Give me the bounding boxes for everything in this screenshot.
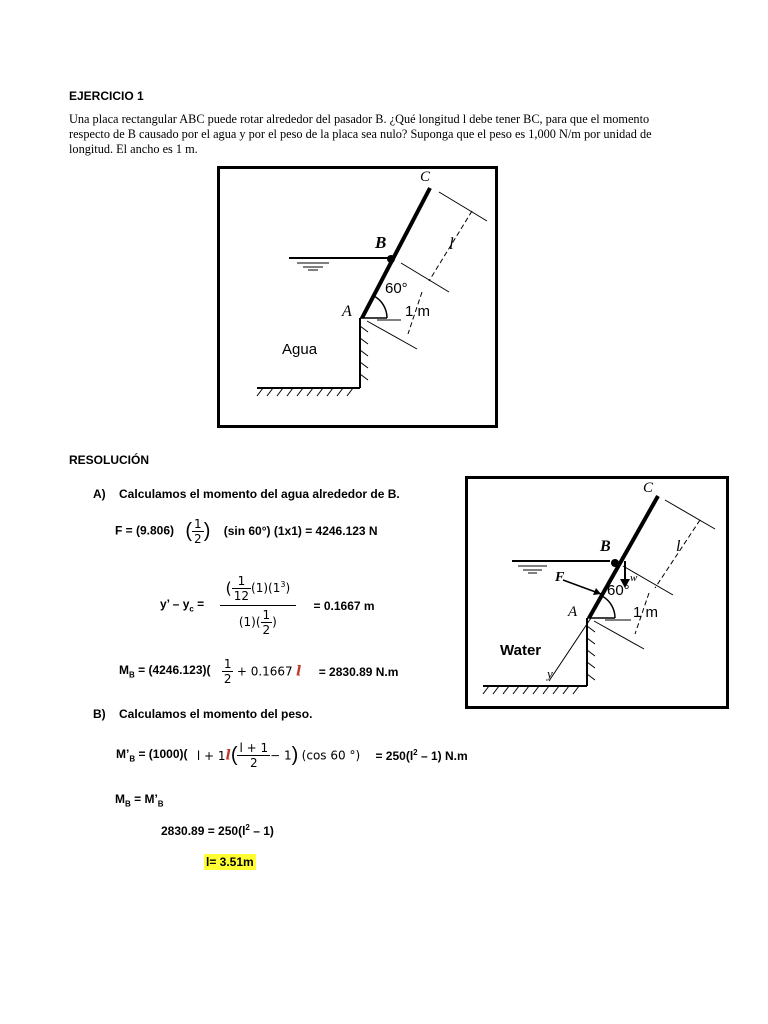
moment-weight-result-b: – 1) N.m: [417, 749, 468, 763]
moment-weight-result-exp: 2: [413, 748, 418, 757]
centroid-num-exp: 3: [280, 580, 286, 589]
fig2-angle-label: 60°: [607, 582, 630, 599]
fig2-label-b: B: [600, 538, 611, 555]
equality-a: M: [115, 792, 125, 806]
force-equation: F = (9.806) ( $\frac{1}{2}$ ) (sin 60°) (1x1) = 4246.123 N: [115, 517, 378, 546]
centroid-num-close: ): [285, 581, 291, 595]
label-b: B: [375, 233, 387, 252]
fig2-label-l: l: [676, 538, 681, 555]
step-b-text: Calculamos el momento del peso.: [119, 707, 313, 721]
fig2-label-w: w: [630, 572, 638, 584]
label-a: A: [342, 303, 352, 320]
moment-weight-minus: − 1: [270, 748, 292, 763]
equality-mid: = M’: [130, 792, 158, 806]
moment-water-lhs-rest: = (4246.123)(: [134, 663, 211, 678]
moment-water-equation: [119, 657, 398, 686]
centroid-num-a: 1: [232, 574, 251, 589]
resolution-heading: RESOLUCIÓN: [69, 453, 150, 467]
centroid-num-b: 12: [233, 589, 250, 603]
moment-equality: [115, 792, 164, 808]
fluid-label: Agua: [282, 341, 318, 358]
moment-water-var: l: [296, 663, 302, 680]
moment-water-half-den: 2: [223, 672, 232, 686]
problem-line-1: Una placa rectangular ABC puede rotar alrededor del pasador B. ¿Qué longitud l debe tener BC, para que el momento: [69, 112, 650, 126]
moment-water-lhs-sub: B: [129, 670, 135, 680]
moment-water-lhs: M: [119, 663, 129, 678]
equality-a-sub: B: [125, 799, 131, 809]
moment-water-plus: + 0.1667: [236, 664, 293, 679]
figure-force-diagram: [465, 476, 729, 709]
equality-b-sub: B: [157, 799, 164, 809]
moment-water-result: = 2830.89 N.m: [318, 664, 399, 679]
moment-weight-cos: (cos 60 °): [301, 748, 361, 763]
fig2-dimension-label: 1 m: [633, 604, 659, 621]
equation-a: 2830.89 = 250(l: [161, 824, 246, 838]
moment-weight-var: l: [225, 747, 231, 764]
centroid-result: = 0.1667 m: [313, 598, 375, 613]
dimension-label: 1 m: [405, 303, 431, 320]
moment-weight-frac-num: l + 1: [239, 741, 269, 755]
force-half-num: 1: [194, 517, 202, 531]
centroid-den-pre: (1)(: [238, 615, 261, 629]
equation-b: – 1): [249, 824, 274, 838]
moment-weight-lhs-sub: B: [129, 754, 136, 764]
moment-weight-frac-den: 2: [249, 756, 258, 770]
moment-weight-lhs: M’: [116, 747, 130, 762]
answer-highlight: l= 3.51m: [206, 855, 254, 869]
fig2-label-c: C: [643, 480, 654, 496]
problem-statement: [69, 112, 689, 157]
fig2-fluid-label: Water: [500, 642, 542, 659]
moment-weight-expr-a: l + 1: [196, 748, 226, 763]
exercise-title: EJERCICIO 1: [69, 89, 144, 103]
moment-weight-result-a: = 250(l: [375, 749, 414, 763]
fig2-label-y: y: [547, 666, 553, 681]
centroid-den-den: 2: [262, 623, 271, 637]
moment-water-half-num: 1: [223, 657, 232, 671]
centroid-den-num: 1: [262, 608, 271, 622]
force-rhs: (sin 60°) (1x1) = 4246.123 N: [223, 523, 378, 538]
moment-weight-lhs-rest: = (1000)(: [135, 747, 188, 762]
moment-weight-equation: $M’_B = (1000)$( l + 1l( $\frac{l + 1}{2}$ − 1) (cos 60 °) = $250(l^2 - 1)$ N.m: [116, 741, 468, 770]
label-c: C: [420, 169, 431, 185]
step-a: [93, 487, 400, 501]
step-b-marker: B): [93, 707, 106, 721]
solve-equation: [161, 823, 274, 838]
problem-line-3: longitud. El ancho es 1 m.: [69, 142, 198, 156]
centroid-lhs-sub: c: [189, 604, 194, 614]
force-half-den: 2: [194, 532, 202, 546]
angle-label: 60°: [385, 280, 408, 297]
fig2-label-a: A: [568, 604, 578, 620]
centroid-lhs-eq: =: [193, 597, 205, 612]
centroid-den-close: ): [272, 615, 277, 629]
centroid-lhs: y’ – y: [160, 597, 190, 612]
force-lhs: F = (9.806): [115, 523, 175, 538]
step-a-marker: A): [93, 487, 106, 501]
fig2-label-f: F: [555, 570, 565, 585]
step-b: [93, 707, 312, 721]
problem-line-2: respecto de B causado por el agua y por el peso de la placa sea nulo? Suponga que el peso es 1,000 N/m por unidad de: [69, 127, 652, 141]
centroid-num-rest: (1)(1: [251, 581, 281, 595]
figure-gate-diagram: [217, 166, 498, 428]
step-a-text: Calculamos el momento del agua alrededor de B.: [119, 487, 400, 501]
equation-exp: 2: [245, 823, 250, 832]
label-l: l: [449, 234, 454, 253]
centroid-equation: y’ – $y_c$ = ( $\frac{1}{12}$ $(1)(1^3)$ (1)( $\frac{1}{2}$ ) = 0.1667 m: [160, 574, 375, 637]
